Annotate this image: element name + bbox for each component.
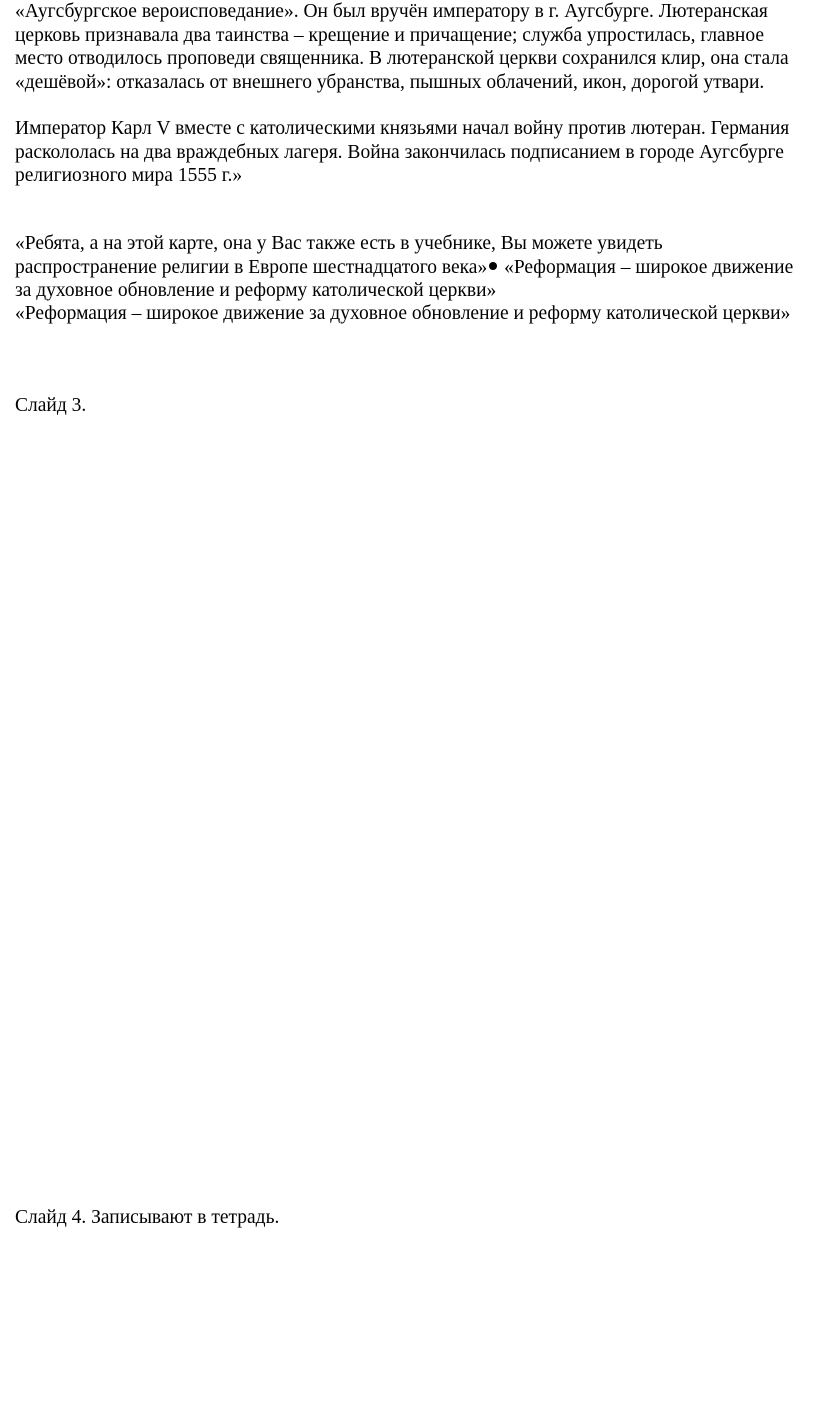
paragraph-map-reference [15, 232, 805, 303]
map-reference-text: «Ребята, а на этой карте, она у Вас также есть в учебнике, Вы можете увидеть распространение религии в Европе шестнадцатого века» [15, 233, 663, 278]
paragraph-augsburg-confession: «Аугсбургское вероисповедание». Он был вручён императору в г. Аугсбурге. Лютеранская церковь признавала два таинства – крещение и причащение; служба упростилась, главное место отводилось проповеди священника. В лютеранской церкви сохранился клир, она стала «дешёвой»: отказалась от внешнего убранства, пышных облачений, икон, дорогой утвари. [15, 1, 789, 93]
reformation-definition-inline: «Реформация – широкое движение за духовное обновление и реформу католической церкви» [15, 256, 794, 302]
paragraph-charles-v-war: Император Карл V вместе с католическими князьями начал войну против лютеран. Германия раскололась на два враждебных лагеря. Война закончилась подписанием в городе Аугсбурге религиозного мира 1555 г.» [15, 118, 790, 187]
slide-4-label: Слайд 4. Записывают в тетрадь. [15, 1207, 280, 1228]
slide-3-label: Слайд 3. [15, 395, 87, 416]
paragraph-reformation-definition: «Реформация – широкое движение за духовное обновление и реформу католической церкви» [15, 303, 791, 324]
bullet-icon [489, 262, 497, 270]
